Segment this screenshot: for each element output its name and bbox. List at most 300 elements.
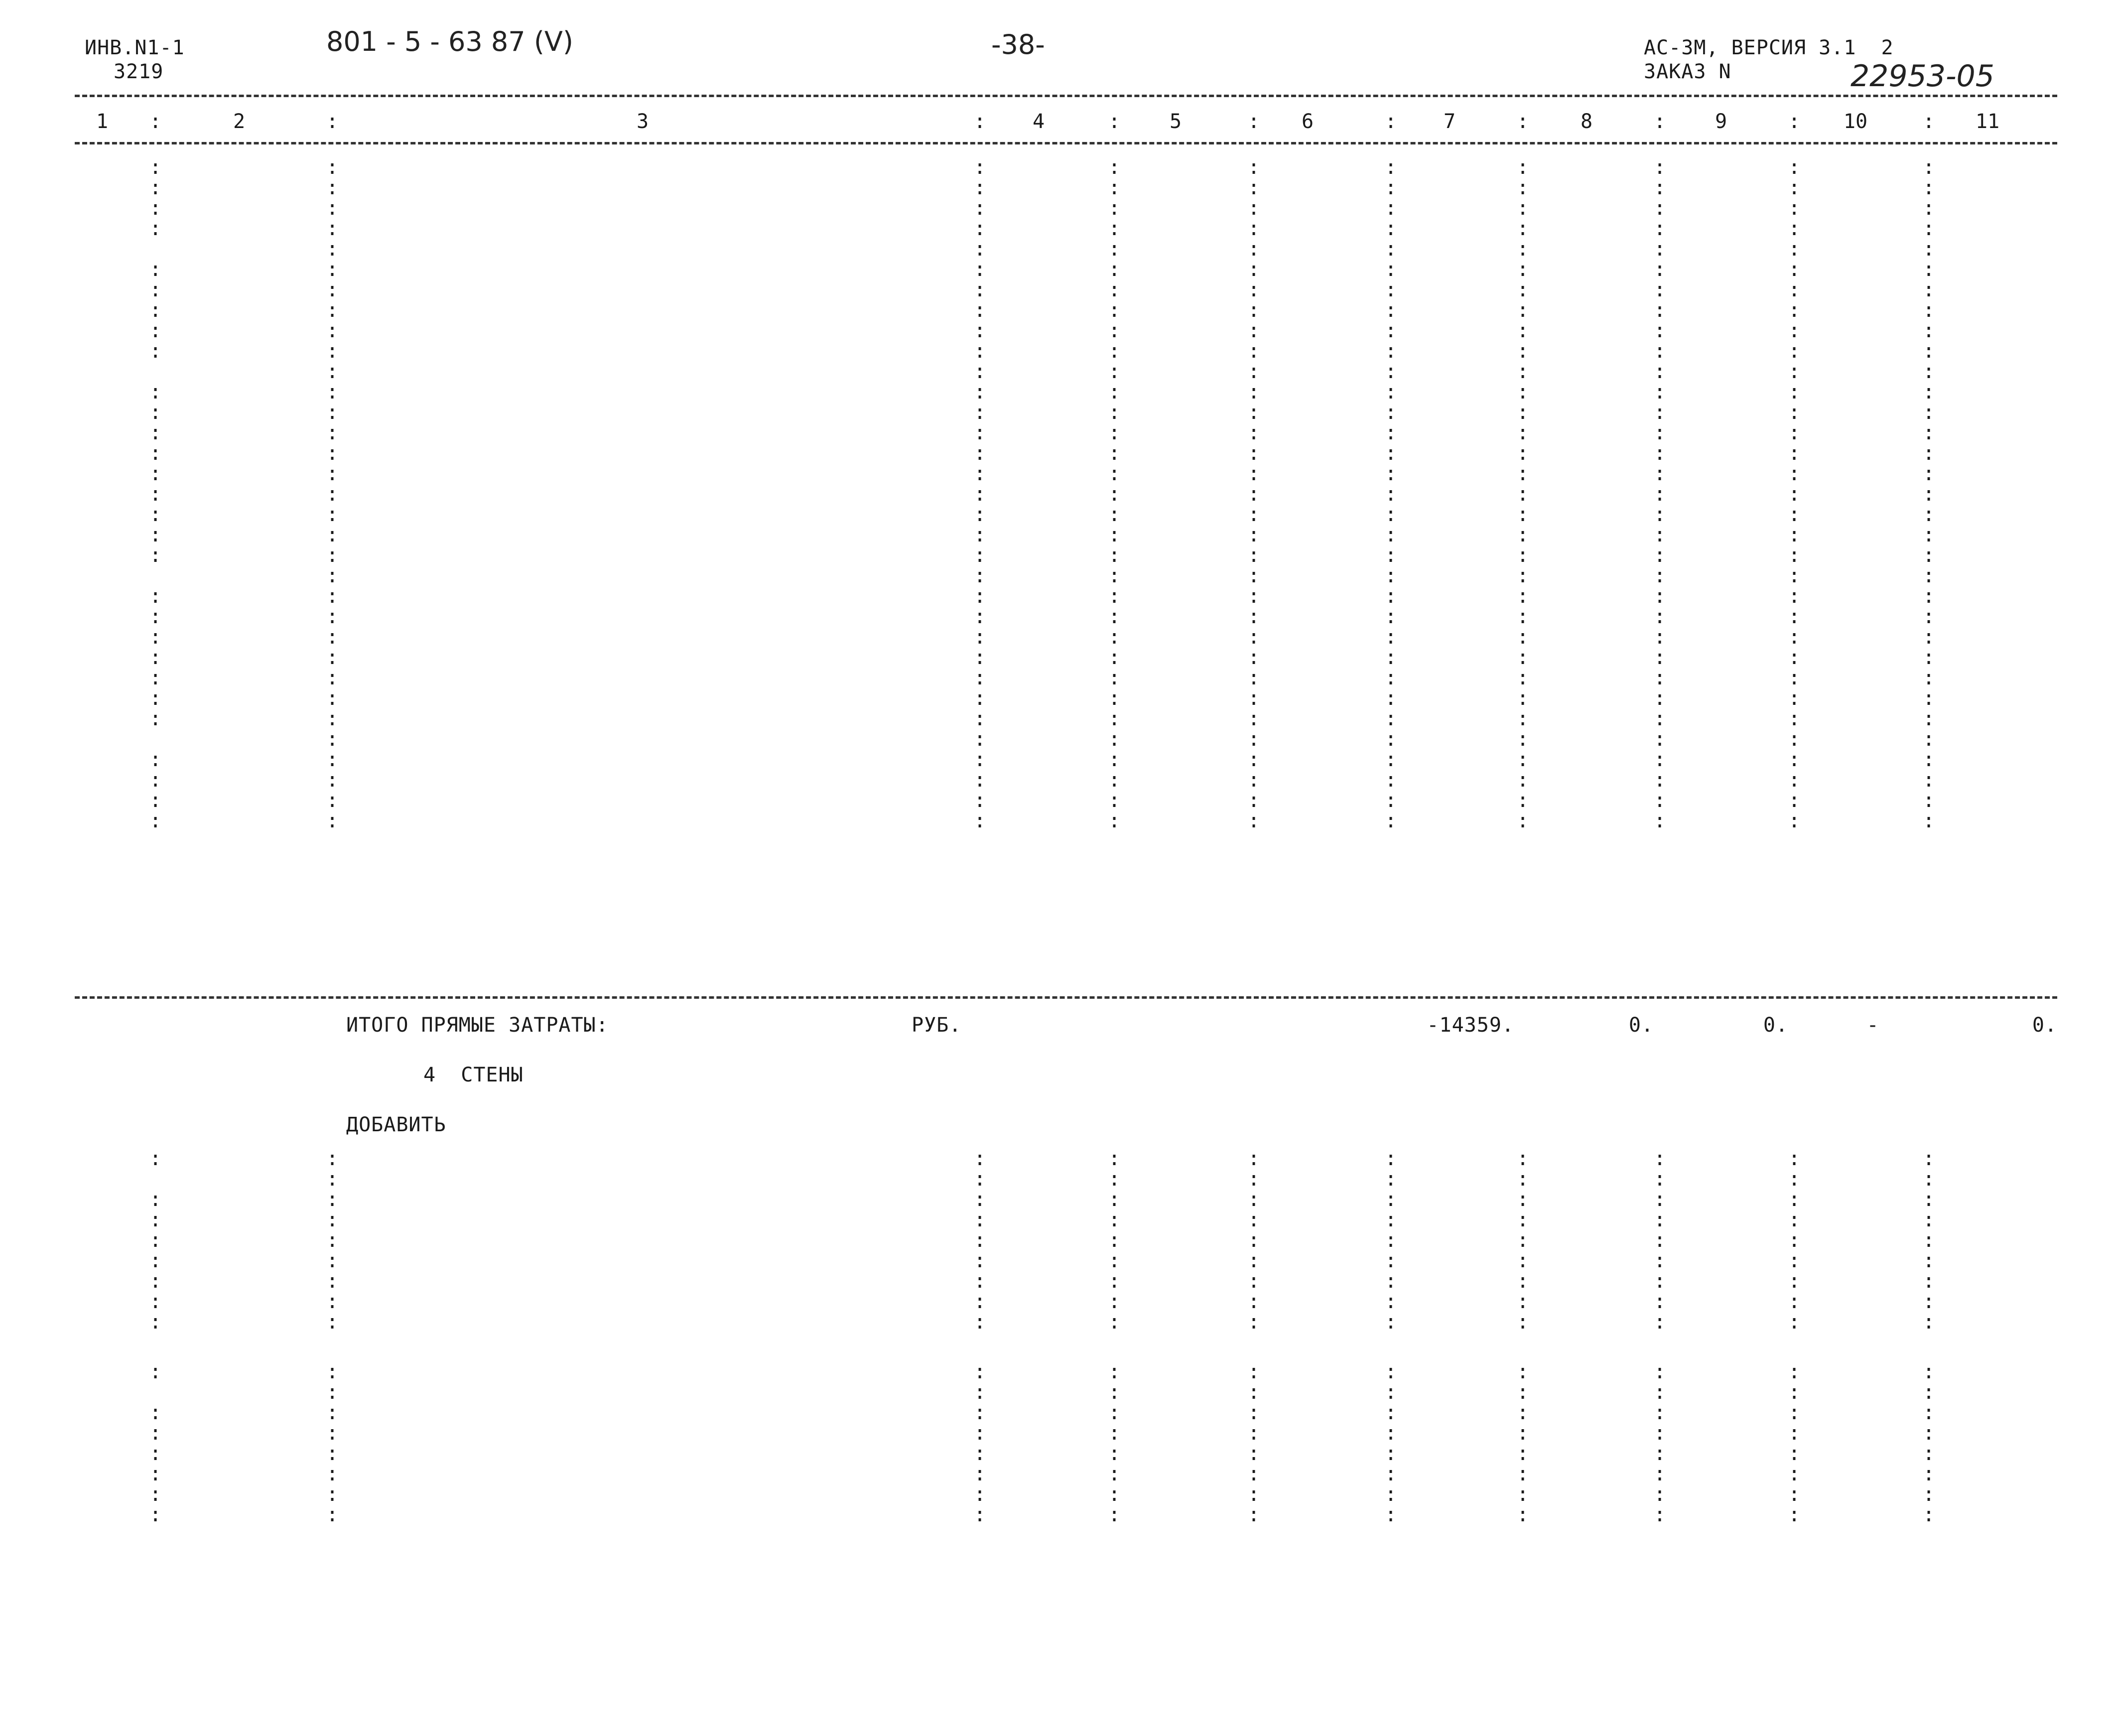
column-separator: :: [974, 1208, 986, 1231]
column-separator: :: [974, 1188, 986, 1211]
column-separator: :: [1654, 789, 1666, 812]
column-separator: :: [149, 278, 162, 301]
column-separator: :: [974, 1422, 986, 1445]
column-separator: :: [326, 156, 339, 179]
column-separator: :: [149, 503, 162, 526]
column-separator: :: [1108, 1311, 1121, 1334]
column-separator: :: [149, 176, 162, 199]
column-separator: :: [149, 299, 162, 322]
column-separator: :: [974, 667, 986, 689]
column-separator: :: [1788, 217, 1801, 240]
column-separator: :: [974, 462, 986, 485]
column-separator: :: [1654, 748, 1666, 771]
column-separator: :: [974, 1290, 986, 1313]
column-separator: :: [326, 1360, 339, 1383]
column-separator: :: [326, 789, 339, 812]
column-separator: :: [974, 564, 986, 587]
column-separator: :: [1108, 503, 1121, 526]
column-separator: :: [1788, 1360, 1801, 1383]
column-separator: :: [1923, 748, 1935, 771]
column-separator: :: [1923, 238, 1935, 261]
column-separator: :: [1517, 278, 1529, 301]
column-separator: :: [1654, 707, 1666, 730]
column-separator: :: [1108, 483, 1121, 506]
column-separator: :: [326, 605, 339, 628]
column-separator: :: [1385, 381, 1397, 403]
column-separator: :: [1385, 769, 1397, 792]
column-separator: :: [326, 524, 339, 546]
column-separator: :: [1788, 1249, 1801, 1272]
column-separator: :: [149, 421, 162, 444]
column-separator: :: [1788, 646, 1801, 669]
column-header-10: 10: [1843, 110, 1868, 133]
column-separator: :: [1248, 1381, 1260, 1404]
column-separator: :: [1248, 1483, 1260, 1506]
column-separator: :: [1923, 789, 1935, 812]
subtotal-col11: 0.: [2032, 1014, 2057, 1037]
column-separator: :: [1385, 809, 1397, 832]
column-separator: :: [1517, 1168, 1529, 1191]
column-separator: :: [1517, 1360, 1529, 1383]
column-separator: :: [149, 319, 162, 342]
column-separator: :: [149, 442, 162, 465]
column-separator: :: [1248, 197, 1260, 220]
column-separator: :: [1385, 524, 1397, 546]
column-separator: :: [1517, 217, 1529, 240]
column-separator: :: [1108, 1168, 1121, 1191]
column-separator: :: [326, 503, 339, 526]
column-separator: :: [1248, 278, 1260, 301]
column-separator: :: [1517, 748, 1529, 771]
subtotal-col9: 0.: [1763, 1014, 1788, 1037]
column-separator: :: [149, 585, 162, 608]
column-separator: :: [149, 1463, 162, 1485]
column-separator: :: [1654, 1463, 1666, 1485]
column-separator: :: [1517, 258, 1529, 281]
column-separator: :: [1923, 687, 1935, 710]
column-separator: :: [1788, 769, 1801, 792]
column-separator: :: [1788, 299, 1801, 322]
column-separator: :: [1108, 748, 1121, 771]
column-separator: :: [1788, 421, 1801, 444]
column-separator: :: [1923, 421, 1935, 444]
column-separator: :: [1923, 626, 1935, 649]
column-separator: :: [1517, 381, 1529, 403]
column-separator: :: [1788, 626, 1801, 649]
column-separator: :: [1385, 1311, 1397, 1334]
column-separator: :: [1923, 1381, 1935, 1404]
column-separator: :: [1248, 360, 1260, 383]
document-code: 801 - 5 - 63 87 (V): [326, 26, 573, 57]
column-separator: :: [1923, 381, 1935, 403]
column-separator: :: [1923, 1503, 1935, 1526]
column-separator: :: [1385, 278, 1397, 301]
column-separator: :: [1654, 1147, 1666, 1170]
column-separator: :: [1385, 1503, 1397, 1526]
column-separator: :: [1923, 462, 1935, 485]
column-separator: :: [149, 1483, 162, 1506]
column-header-separator: :: [974, 110, 986, 133]
column-separator: :: [974, 524, 986, 546]
column-separator: :: [974, 1381, 986, 1404]
column-separator: :: [1654, 258, 1666, 281]
column-separator: :: [974, 646, 986, 669]
column-separator: :: [1923, 156, 1935, 179]
subtotal-rule: [75, 996, 2057, 999]
column-separator: :: [1654, 1290, 1666, 1313]
column-separator: :: [1248, 605, 1260, 628]
column-separator: :: [1788, 667, 1801, 689]
column-separator: :: [1517, 1503, 1529, 1526]
column-separator: :: [1788, 1311, 1801, 1334]
column-separator: :: [326, 1442, 339, 1465]
column-separator: :: [1248, 503, 1260, 526]
column-separator: :: [1248, 544, 1260, 567]
header-rule-bottom: [75, 142, 2057, 144]
column-separator: :: [1108, 1483, 1121, 1506]
column-separator: :: [1923, 401, 1935, 424]
column-separator: :: [1517, 1401, 1529, 1424]
column-separator: :: [1108, 544, 1121, 567]
column-separator: :: [1654, 156, 1666, 179]
column-separator: :: [326, 360, 339, 383]
column-separator: :: [1517, 176, 1529, 199]
column-separator: :: [149, 748, 162, 771]
column-separator: :: [1788, 789, 1801, 812]
column-separator: :: [326, 1422, 339, 1445]
column-separator: :: [1923, 728, 1935, 751]
column-separator: :: [1654, 769, 1666, 792]
column-separator: :: [1654, 238, 1666, 261]
column-separator: :: [1108, 1208, 1121, 1231]
column-separator: :: [1788, 707, 1801, 730]
column-separator: :: [1923, 524, 1935, 546]
column-separator: :: [1788, 1463, 1801, 1485]
column-separator: :: [974, 176, 986, 199]
column-separator: :: [1385, 1442, 1397, 1465]
column-separator: :: [149, 462, 162, 485]
column-separator: :: [149, 1270, 162, 1293]
column-separator: :: [1788, 605, 1801, 628]
column-separator: :: [1385, 564, 1397, 587]
column-separator: :: [1108, 319, 1121, 342]
column-separator: :: [326, 748, 339, 771]
column-separator: :: [1923, 1290, 1935, 1313]
column-separator: :: [974, 687, 986, 710]
column-separator: :: [1788, 462, 1801, 485]
column-separator: :: [1248, 646, 1260, 669]
column-separator: :: [1517, 728, 1529, 751]
column-separator: :: [1517, 626, 1529, 649]
column-separator: :: [1108, 1229, 1121, 1252]
column-separator: :: [1517, 401, 1529, 424]
column-separator: :: [974, 1360, 986, 1383]
column-separator: :: [1654, 483, 1666, 506]
column-separator: :: [1923, 1463, 1935, 1485]
column-separator: :: [1248, 1463, 1260, 1485]
column-separator: :: [1248, 462, 1260, 485]
column-separator: :: [149, 626, 162, 649]
column-separator: :: [1248, 789, 1260, 812]
column-separator: :: [1108, 1503, 1121, 1526]
column-separator: :: [1108, 687, 1121, 710]
column-separator: :: [1517, 360, 1529, 383]
column-separator: :: [326, 564, 339, 587]
header-rule-top: [75, 95, 2057, 97]
column-separator: :: [1248, 1249, 1260, 1272]
column-separator: :: [326, 544, 339, 567]
column-separator: :: [1108, 626, 1121, 649]
column-header-separator: :: [1385, 110, 1397, 133]
column-separator: :: [1385, 156, 1397, 179]
column-separator: :: [1517, 646, 1529, 669]
column-separator: :: [1788, 197, 1801, 220]
column-separator: :: [326, 483, 339, 506]
column-separator: :: [1654, 1188, 1666, 1211]
column-separator: :: [1923, 1442, 1935, 1465]
column-separator: :: [1654, 1270, 1666, 1293]
column-separator: :: [1923, 483, 1935, 506]
column-separator: :: [1385, 748, 1397, 771]
column-header-4: 4: [1032, 110, 1045, 133]
column-separator: :: [1788, 1442, 1801, 1465]
column-separator: :: [1108, 1270, 1121, 1293]
column-separator: :: [1923, 360, 1935, 383]
column-separator: :: [1654, 462, 1666, 485]
column-separator: :: [1385, 176, 1397, 199]
column-separator: :: [1923, 605, 1935, 628]
column-separator: :: [149, 381, 162, 403]
column-separator: :: [1108, 1401, 1121, 1424]
column-separator: :: [1923, 1360, 1935, 1383]
column-separator: :: [1654, 381, 1666, 403]
column-separator: :: [1654, 524, 1666, 546]
column-separator: :: [1923, 1401, 1935, 1424]
column-separator: :: [1923, 299, 1935, 322]
column-separator: :: [974, 278, 986, 301]
column-separator: :: [1517, 1311, 1529, 1334]
column-separator: :: [1385, 605, 1397, 628]
column-separator: :: [1248, 585, 1260, 608]
column-separator: :: [1385, 299, 1397, 322]
column-separator: :: [1788, 1401, 1801, 1424]
column-separator: :: [974, 1442, 986, 1465]
column-separator: :: [974, 1483, 986, 1506]
column-separator: :: [1517, 299, 1529, 322]
column-separator: :: [326, 217, 339, 240]
column-separator: :: [1108, 1360, 1121, 1383]
column-separator: :: [1385, 728, 1397, 751]
column-separator: :: [1788, 564, 1801, 587]
column-separator: :: [326, 1463, 339, 1485]
column-separator: :: [1248, 299, 1260, 322]
column-separator: :: [1108, 360, 1121, 383]
column-separator: :: [1517, 809, 1529, 832]
column-separator: :: [1108, 524, 1121, 546]
column-separator: :: [1923, 340, 1935, 363]
column-separator: :: [1248, 1270, 1260, 1293]
column-separator: :: [1108, 707, 1121, 730]
column-separator: :: [974, 299, 986, 322]
column-separator: :: [1108, 278, 1121, 301]
column-separator: :: [1385, 1360, 1397, 1383]
column-separator: :: [326, 1147, 339, 1170]
column-separator: :: [149, 1147, 162, 1170]
column-separator: :: [1923, 442, 1935, 465]
column-separator: :: [974, 1270, 986, 1293]
column-header-separator: :: [1108, 110, 1121, 133]
column-separator: :: [1788, 1503, 1801, 1526]
column-separator: :: [974, 483, 986, 506]
column-separator: :: [974, 360, 986, 383]
order-label: ЗАКАЗ N: [1644, 60, 1731, 83]
column-separator: :: [1385, 687, 1397, 710]
column-separator: :: [1517, 564, 1529, 587]
column-separator: :: [149, 1290, 162, 1313]
column-separator: :: [1923, 278, 1935, 301]
column-separator: :: [1654, 340, 1666, 363]
column-separator: :: [326, 769, 339, 792]
column-separator: :: [1385, 217, 1397, 240]
column-separator: :: [1517, 503, 1529, 526]
column-separator: :: [326, 1290, 339, 1313]
column-separator: :: [326, 1229, 339, 1252]
column-separator: :: [1517, 585, 1529, 608]
column-separator: :: [1248, 524, 1260, 546]
column-separator: :: [974, 728, 986, 751]
column-separator: :: [1248, 707, 1260, 730]
column-separator: :: [1654, 1401, 1666, 1424]
column-header-3: 3: [636, 110, 649, 133]
column-separator: :: [1788, 1147, 1801, 1170]
column-separator: :: [1248, 1290, 1260, 1313]
column-separator: :: [149, 667, 162, 689]
column-separator: :: [1517, 1463, 1529, 1485]
column-separator: :: [1788, 585, 1801, 608]
column-separator: :: [326, 340, 339, 363]
column-separator: :: [1788, 503, 1801, 526]
column-separator: :: [974, 217, 986, 240]
column-separator: :: [149, 687, 162, 710]
column-separator: :: [974, 1229, 986, 1252]
column-separator: :: [1248, 340, 1260, 363]
column-separator: :: [1654, 809, 1666, 832]
column-separator: :: [1788, 1208, 1801, 1231]
column-separator: :: [1108, 564, 1121, 587]
column-separator: :: [149, 524, 162, 546]
column-separator: :: [1654, 319, 1666, 342]
column-separator: :: [1654, 1311, 1666, 1334]
column-separator: :: [1385, 360, 1397, 383]
column-separator: :: [1788, 340, 1801, 363]
column-separator: :: [326, 707, 339, 730]
column-separator: :: [974, 258, 986, 281]
column-separator: :: [1385, 319, 1397, 342]
column-separator: :: [1108, 809, 1121, 832]
column-separator: :: [1923, 319, 1935, 342]
column-separator: :: [1248, 1188, 1260, 1211]
system-version: АС-3М, ВЕРСИЯ 3.1 2: [1644, 36, 1894, 59]
column-separator: :: [326, 626, 339, 649]
column-separator: :: [326, 176, 339, 199]
column-separator: :: [974, 1249, 986, 1272]
column-separator: :: [1248, 667, 1260, 689]
column-separator: :: [149, 1503, 162, 1526]
column-separator: :: [1788, 258, 1801, 281]
column-separator: :: [1788, 1483, 1801, 1506]
column-separator: :: [1385, 1463, 1397, 1485]
column-separator: :: [326, 381, 339, 403]
column-separator: :: [1517, 1147, 1529, 1170]
column-separator: :: [1248, 483, 1260, 506]
column-separator: :: [1517, 687, 1529, 710]
column-separator: :: [1385, 707, 1397, 730]
column-separator: :: [1385, 462, 1397, 485]
column-separator: :: [1923, 503, 1935, 526]
column-separator: :: [1385, 1290, 1397, 1313]
column-separator: :: [326, 1401, 339, 1424]
column-separator: :: [1788, 809, 1801, 832]
column-separator: :: [1385, 1188, 1397, 1211]
column-separator: :: [1788, 1168, 1801, 1191]
column-separator: :: [1654, 1168, 1666, 1191]
column-separator: :: [1108, 197, 1121, 220]
section-title: 4 СТЕНЫ: [423, 1064, 524, 1086]
column-separator: :: [1923, 564, 1935, 587]
column-separator: :: [1385, 1270, 1397, 1293]
column-separator: :: [1654, 626, 1666, 649]
order-number: 22953-05: [1851, 59, 1994, 94]
column-header-6: 6: [1301, 110, 1314, 133]
column-separator: :: [974, 769, 986, 792]
column-separator: :: [974, 381, 986, 403]
column-separator: :: [326, 462, 339, 485]
column-separator: :: [974, 585, 986, 608]
column-separator: :: [1923, 1270, 1935, 1293]
column-separator: :: [1517, 707, 1529, 730]
column-separator: :: [149, 156, 162, 179]
column-separator: :: [1654, 1381, 1666, 1404]
column-separator: :: [1788, 238, 1801, 261]
column-separator: :: [1385, 421, 1397, 444]
column-header-separator: :: [1654, 110, 1666, 133]
column-separator: :: [974, 340, 986, 363]
column-separator: :: [1788, 442, 1801, 465]
column-separator: :: [1385, 626, 1397, 649]
column-separator: :: [326, 809, 339, 832]
column-separator: :: [1654, 728, 1666, 751]
column-separator: :: [326, 421, 339, 444]
page-number: -38-: [991, 29, 1045, 60]
column-separator: :: [1108, 646, 1121, 669]
column-separator: :: [1517, 1483, 1529, 1506]
column-separator: :: [1923, 1168, 1935, 1191]
column-separator: :: [974, 809, 986, 832]
column-separator: :: [1108, 585, 1121, 608]
column-separator: :: [1248, 1503, 1260, 1526]
column-separator: :: [1385, 503, 1397, 526]
column-separator: :: [326, 1270, 339, 1293]
column-separator: :: [1385, 401, 1397, 424]
column-separator: :: [149, 401, 162, 424]
column-separator: :: [1788, 544, 1801, 567]
column-separator: :: [1517, 197, 1529, 220]
column-separator: :: [1385, 1483, 1397, 1506]
column-separator: :: [974, 789, 986, 812]
column-separator: :: [149, 1360, 162, 1383]
column-separator: :: [1108, 667, 1121, 689]
column-separator: :: [1517, 483, 1529, 506]
